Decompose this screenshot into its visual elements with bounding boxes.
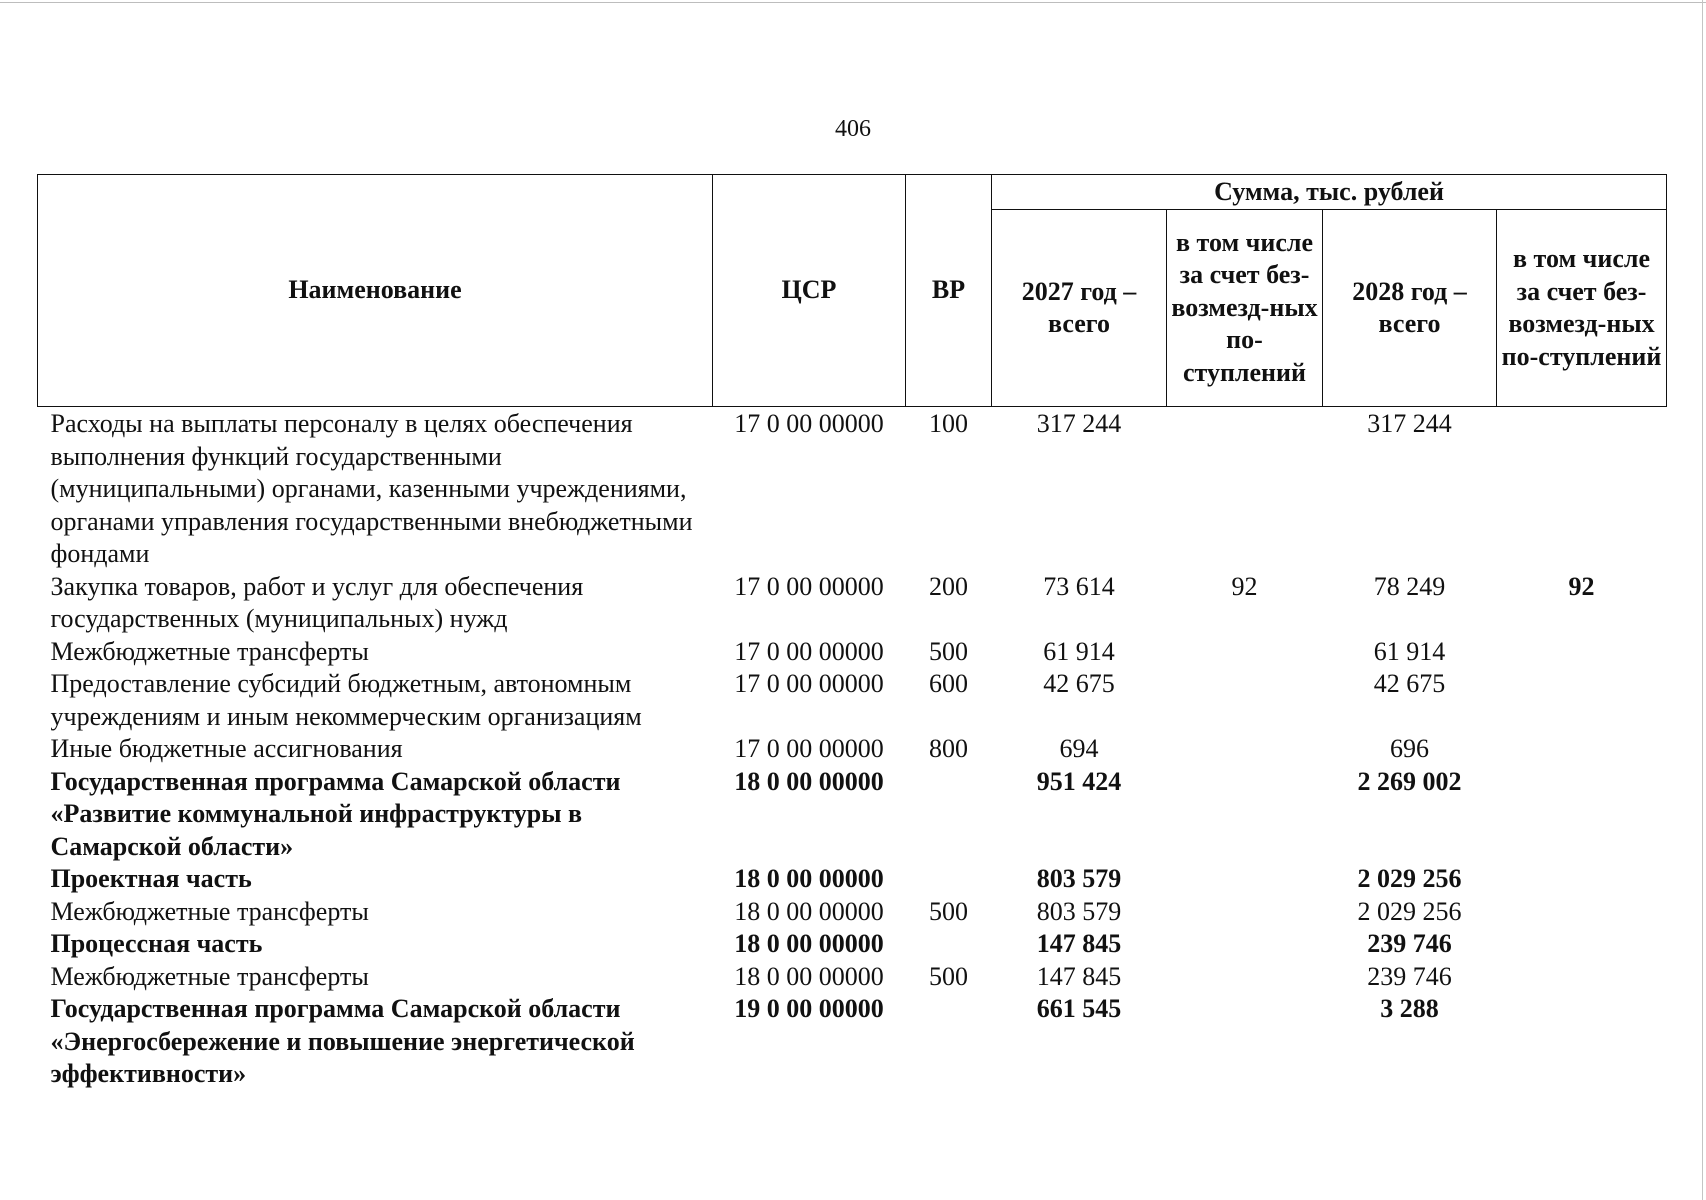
row-2027-total: 951 424	[1036, 766, 1122, 796]
row-name: Закупка товаров, работ и услуг для обеспечения государственных (муниципальных) нужд	[50, 571, 584, 633]
row-vr: 100	[929, 409, 968, 438]
row-2027-free	[1167, 993, 1323, 1091]
table-row	[38, 993, 1667, 1091]
row-2028-total: 239 746	[1367, 961, 1452, 991]
header-2028-free: в том числе за счет без-возмезд-ных по-ступлений	[1497, 210, 1667, 407]
row-csr: 17 0 00 00000	[734, 636, 884, 666]
row-2028-free	[1497, 766, 1667, 864]
row-vr: 600	[929, 669, 968, 698]
row-2027-total: 61 914	[1043, 636, 1115, 666]
row-name: Расходы на выплаты персоналу в целях обеспечения выполнения функций государственными (муниципальными) органами, казенными учреждениями, органами управления государственными внебюджетными фондами	[50, 409, 693, 568]
row-2027-free	[1167, 733, 1323, 766]
row-name: Государственная программа Самарской области «Энергосбережение и повышение энергетической эффективности»	[50, 994, 635, 1088]
row-vr	[906, 766, 992, 864]
row-2027-free	[1167, 636, 1323, 669]
row-2027-total: 73 614	[1043, 571, 1115, 601]
row-2027-total: 42 675	[1043, 669, 1115, 698]
row-csr: 18 0 00 00000	[734, 896, 884, 926]
row-vr	[906, 993, 992, 1091]
row-csr: 17 0 00 00000	[734, 409, 884, 438]
right-scan-edge	[1702, 0, 1703, 1200]
header-vr: ВР	[906, 175, 992, 407]
row-2027-total: 147 845	[1036, 961, 1122, 991]
row-name: Межбюджетные трансферты	[50, 636, 369, 666]
row-name: Предоставление субсидий бюджетным, автономным учреждениям и иным некоммерческим организациям	[50, 669, 642, 731]
row-2027-free	[1167, 928, 1323, 961]
row-csr: 17 0 00 00000	[734, 734, 884, 763]
table-row	[38, 766, 1667, 864]
row-csr: 18 0 00 00000	[734, 864, 884, 893]
row-2028-total: 696	[1390, 734, 1429, 763]
row-vr: 500	[929, 961, 968, 991]
row-2027-total: 803 579	[1036, 896, 1122, 926]
row-2028-total: 2 269 002	[1357, 766, 1462, 796]
table-header	[38, 175, 1667, 407]
table-row	[38, 668, 1667, 733]
row-csr: 17 0 00 00000	[734, 571, 884, 601]
row-2027-free	[1167, 863, 1323, 896]
table-row	[38, 407, 1667, 571]
row-2028-free	[1497, 407, 1667, 571]
table-row	[38, 928, 1667, 961]
header-name: Наименование	[38, 175, 713, 407]
row-2028-free	[1497, 896, 1667, 929]
header-csr: ЦСР	[713, 175, 906, 407]
row-name: Процессная часть	[50, 929, 263, 958]
row-csr: 18 0 00 00000	[734, 929, 884, 958]
table-row	[38, 571, 1667, 636]
row-2028-total: 42 675	[1373, 669, 1446, 698]
row-2027-free	[1167, 896, 1323, 929]
row-2028-total: 317 244	[1367, 409, 1452, 438]
row-csr: 17 0 00 00000	[734, 669, 884, 698]
header-sum-title: Сумма, тыс. рублей	[992, 175, 1667, 210]
row-2028-total: 78 249	[1373, 571, 1446, 601]
row-2028-total: 239 746	[1367, 929, 1452, 958]
table-row	[38, 961, 1667, 994]
row-2027-total: 661 545	[1036, 994, 1122, 1023]
header-2028-total: 2028 год – всего	[1323, 210, 1497, 407]
row-vr: 200	[929, 571, 968, 601]
row-2028-free	[1497, 668, 1667, 733]
row-2027-free	[1167, 961, 1323, 994]
row-2028-free	[1497, 636, 1667, 669]
row-2027-free: 92	[1231, 571, 1258, 601]
table-row	[38, 733, 1667, 766]
row-vr	[906, 863, 992, 896]
row-csr: 18 0 00 00000	[734, 961, 884, 991]
row-csr: 18 0 00 00000	[734, 766, 884, 796]
row-2027-total: 147 845	[1036, 929, 1122, 958]
row-2028-free	[1497, 993, 1667, 1091]
row-2027-free	[1167, 668, 1323, 733]
header-2027-total: 2027 год – всего	[992, 210, 1167, 407]
budget-table	[37, 174, 1667, 1091]
row-vr: 800	[929, 734, 968, 763]
row-name: Проектная часть	[50, 864, 252, 893]
row-2027-total: 317 244	[1036, 409, 1122, 438]
page-number: 406	[835, 116, 871, 142]
row-2028-total: 3 288	[1380, 994, 1439, 1023]
row-name: Межбюджетные трансферты	[50, 896, 369, 926]
budget-table-container	[37, 174, 1666, 1091]
row-2028-free: 92	[1568, 571, 1595, 601]
row-2028-free	[1497, 961, 1667, 994]
row-2028-total: 2 029 256	[1357, 864, 1462, 893]
table-row	[38, 863, 1667, 896]
row-2027-free	[1167, 407, 1323, 571]
row-2028-total: 61 914	[1373, 636, 1446, 666]
header-2027-free: в том числе за счет без-возмезд-ных по-ступлений	[1167, 210, 1323, 407]
row-name: Межбюджетные трансферты	[50, 961, 369, 991]
row-2028-free	[1497, 928, 1667, 961]
row-2028-free	[1497, 863, 1667, 896]
row-2028-free	[1497, 733, 1667, 766]
row-vr	[906, 928, 992, 961]
row-name: Государственная программа Самарской области «Развитие коммунальной инфраструктуры в Самарской области»	[50, 766, 621, 861]
row-vr: 500	[929, 636, 968, 666]
table-row	[38, 896, 1667, 929]
row-vr: 500	[929, 896, 968, 926]
row-name: Иные бюджетные ассигнования	[50, 734, 403, 763]
table-row	[38, 636, 1667, 669]
table-body	[38, 407, 1667, 1091]
top-scan-edge	[0, 2, 1706, 3]
row-2028-total: 2 029 256	[1357, 896, 1462, 926]
row-2027-total: 694	[1059, 734, 1099, 763]
row-2027-total: 803 579	[1036, 864, 1122, 893]
row-2027-free	[1167, 766, 1323, 864]
row-csr: 19 0 00 00000	[734, 994, 884, 1023]
